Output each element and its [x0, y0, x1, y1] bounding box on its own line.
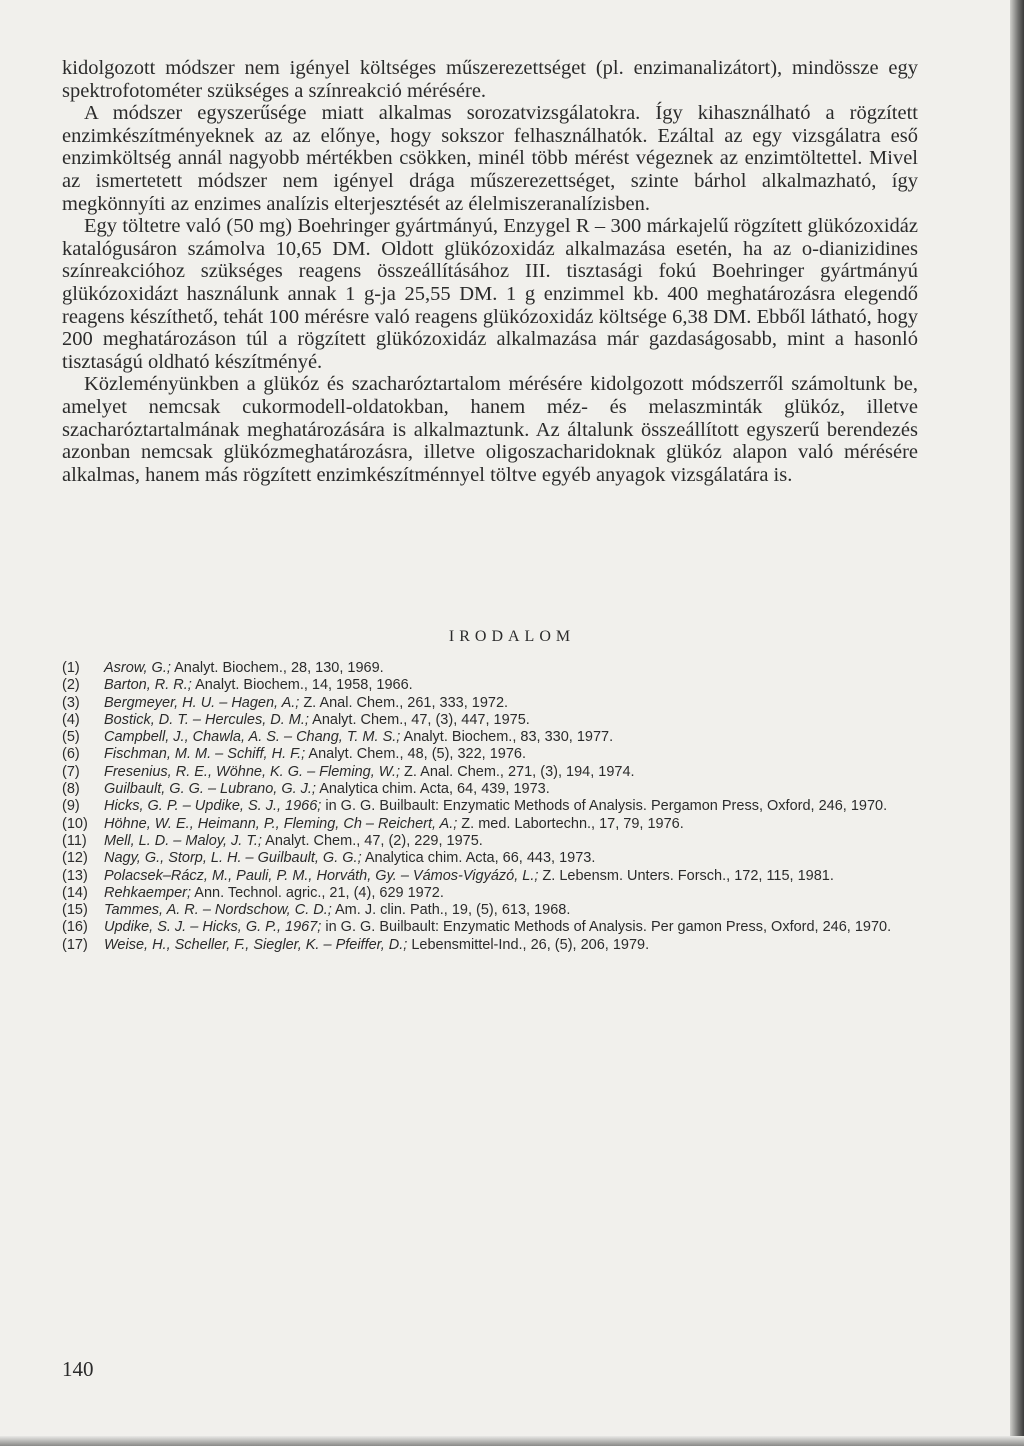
- reference-text: [104, 816, 918, 833]
- references-list: [62, 660, 918, 954]
- reference-source: Am. J. clin. Path., 19, (5), 613, 1968.: [331, 902, 571, 919]
- reference-source: Analyt. Chem., 47, (3), 447, 1975.: [308, 711, 530, 728]
- reference-item: [62, 660, 918, 677]
- reference-item: [62, 868, 918, 885]
- reference-item: [62, 798, 918, 815]
- reference-text: [104, 833, 918, 850]
- reference-source: Ann. Technol. agric., 21, (4), 629 1972.: [191, 884, 444, 901]
- reference-authors: Bostick, D. T. – Hercules, D. M.;: [104, 711, 309, 728]
- reference-number: (10): [62, 815, 88, 832]
- reference-number: (7): [62, 763, 80, 780]
- reference-number: (5): [62, 729, 80, 746]
- reference-authors: Weise, H., Scheller, F., Siegler, K. – Pfeiffer, D.;: [104, 936, 408, 953]
- reference-item: [62, 885, 918, 902]
- paragraph: Közleményünkben a glükóz és szacharóztartalom mérésére kidolgozott módszerről számoltunk be, amelyet nemcsak cukormodell-oldatokban, hanem méz- és melaszminták glükóz, illetve szacharóztartalmának meghatározására is alkalmaztunk. Az általunk összeállított egyszerű berendezés azonban nemcsak glükózmeghatározásra, illetve oligoszacharidoknak glükóz alapon való mérésére alkalmas, hanem más rögzített enzimkészítménnyel töltve egyéb anyagok vizsgálatára is.: [62, 373, 918, 486]
- reference-number: (9): [62, 798, 80, 815]
- reference-number: (4): [62, 711, 80, 728]
- reference-authors: Mell, L. D. – Maloy, J. T.;: [104, 832, 262, 849]
- reference-text: [104, 850, 918, 867]
- reference-source: Z. Anal. Chem., 261, 333, 1972.: [299, 694, 509, 711]
- reference-item: [62, 816, 918, 833]
- reference-number: (6): [62, 746, 80, 763]
- reference-source: Analyt. Biochem., 83, 330, 1977.: [400, 729, 614, 746]
- reference-source: Lebensmittel-Ind., 26, (5), 206, 1979.: [407, 936, 650, 953]
- reference-text: [104, 660, 918, 677]
- reference-authors: Polacsek–Rácz, M., Pauli, P. M., Horváth, Gy. – Vámos-Vigyázó, L.;: [104, 867, 539, 884]
- reference-authors: Campbell, J., Chawla, A. S. – Chang, T. M. S.;: [104, 729, 401, 746]
- reference-authors: Bergmeyer, H. U. – Hagen, A.;: [104, 694, 300, 711]
- reference-number: (14): [62, 884, 88, 901]
- reference-number: (3): [62, 694, 80, 711]
- page-edge-shadow: [1010, 0, 1024, 1446]
- reference-text: [104, 937, 918, 954]
- reference-authors: Tammes, A. R. – Nordschow, C. D.;: [104, 902, 332, 919]
- reference-source: in G. G. Builbault: Enzymatic Methods of Analysis. Pergamon Press, Oxford, 246, 1970.: [321, 798, 888, 815]
- reference-text: [104, 764, 918, 781]
- reference-authors: Höhne, W. E., Heimann, P., Fleming, Ch – Reichert, A.;: [104, 815, 458, 832]
- reference-item: [62, 781, 918, 798]
- reference-authors: Barton, R. R.;: [104, 677, 192, 694]
- reference-number: (12): [62, 850, 88, 867]
- paragraph: Egy töltetre való (50 mg) Boehringer gyártmányú, Enzygel R – 300 márkajelű rögzített glükózoxidáz katalógusáron számolva 10,65 DM. Oldott glükózoxidáz alkalmazása esetén, ha az o-dianizidines színreakcióhoz szükséges reagens összeállításához III. tisztasági fokú Boehringer gyártmányú glükózoxidázt használunk annak 1 g-ja 25,55 DM. 1 g enzimmel kb. 400 meghatározásra elegendő reagens készíthető, tehát 100 mérésre való reagens glükózoxidáz költsége 6,38 DM. Ebből látható, hogy 200 meghatározáson túl a rögzített glükózoxidáz alkalmazása már gazdaságosabb, mint a hasonló tisztaságú oldható készítményé.: [62, 215, 918, 373]
- references-heading: IRODALOM: [448, 628, 576, 645]
- reference-item: [62, 746, 918, 763]
- reference-number: (15): [62, 902, 88, 919]
- reference-item: [62, 764, 918, 781]
- reference-number: (8): [62, 781, 80, 798]
- reference-authors: Fischman, M. M. – Schiff, H. F.;: [104, 746, 306, 763]
- reference-source: Analytica chim. Acta, 64, 439, 1973.: [315, 781, 550, 798]
- reference-text: [104, 919, 918, 936]
- paragraph: A módszer egyszerűsége miatt alkalmas sorozatvizsgálatokra. Így kihasználható a rögzített enzimkészítményeknek az az előnye, hogy sokszor felhasználhatók. Ezáltal az egy vizsgálatra eső enzimköltség annál nagyobb mértékben csökken, minél több mérést végeznek az enzimtöltettel. Mivel az ismertetett módszer nem igényel drága műszerezettséget, szinte bárhol alkalmazható, így megkönnyíti az enzimes analízis elterjesztését az élelmiszeranalízisben.: [62, 102, 918, 215]
- reference-authors: Guilbault, G. G. – Lubrano, G. J.;: [104, 781, 316, 798]
- reference-source: in G. G. Builbault: Enzymatic Methods of Analysis. Per gamon Press, Oxford, 246, 1970.: [321, 919, 892, 936]
- reference-number: (1): [62, 660, 80, 676]
- reference-source: Analyt. Chem., 47, (2), 229, 1975.: [261, 832, 483, 849]
- reference-source: Z. Anal. Chem., 271, (3), 194, 1974.: [400, 763, 635, 780]
- reference-text: [104, 712, 918, 729]
- reference-text: [104, 695, 918, 712]
- page-bottom-edge: [0, 1436, 1024, 1446]
- reference-authors: Asrow, G.;: [104, 660, 171, 676]
- reference-item: [62, 902, 918, 919]
- reference-item: [62, 695, 918, 712]
- reference-authors: Updike, S. J. – Hicks, G. P., 1967;: [104, 919, 322, 936]
- reference-number: (2): [62, 677, 80, 694]
- reference-number: (17): [62, 936, 88, 953]
- reference-authors: Nagy, G., Storp, L. H. – Guilbault, G. G.;: [104, 850, 362, 867]
- reference-item: [62, 833, 918, 850]
- reference-number: (11): [62, 832, 87, 849]
- reference-item: [62, 677, 918, 694]
- reference-text: [104, 902, 918, 919]
- reference-text: [104, 781, 918, 798]
- reference-text: [104, 885, 918, 902]
- reference-item: [62, 729, 918, 746]
- reference-authors: Rehkaemper;: [104, 884, 192, 901]
- reference-authors: Hicks, G. P. – Updike, S. J., 1966;: [104, 798, 322, 815]
- reference-number: (16): [62, 919, 88, 936]
- reference-item: [62, 937, 918, 954]
- reference-source: Analyt. Biochem., 14, 1958, 1966.: [191, 677, 413, 694]
- page-number: 140: [62, 1357, 94, 1381]
- reference-item: [62, 850, 918, 867]
- reference-item: [62, 712, 918, 729]
- reference-text: [104, 868, 918, 885]
- paragraph: kidolgozott módszer nem igényel költséges műszerezettséget (pl. enzimanalizátort), mindössze egy spektrofotométer szükséges a színreakció mérésére.: [62, 57, 918, 102]
- reference-text: [104, 798, 918, 815]
- reference-item: [62, 919, 918, 936]
- reference-number: (13): [62, 867, 88, 884]
- reference-text: [104, 746, 918, 763]
- reference-source: Z. med. Labortechn., 17, 79, 1976.: [457, 815, 684, 832]
- reference-source: Z. Lebensm. Unters. Forsch., 172, 115, 1981.: [538, 867, 834, 884]
- reference-source: Analytica chim. Acta, 66, 443, 1973.: [361, 850, 596, 867]
- reference-source: Analyt. Chem., 48, (5), 322, 1976.: [305, 746, 527, 763]
- reference-authors: Fresenius, R. E., Wöhne, K. G. – Fleming, W.;: [104, 763, 400, 780]
- reference-text: [104, 729, 918, 746]
- reference-text: [104, 677, 918, 694]
- reference-source: Analyt. Biochem., 28, 130, 1969.: [170, 660, 384, 676]
- body-text: [62, 57, 918, 486]
